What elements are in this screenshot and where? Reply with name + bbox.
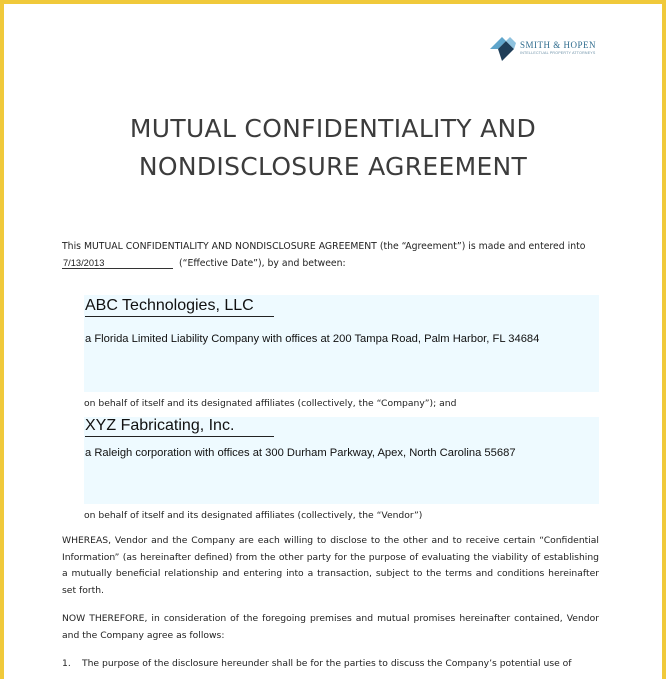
- company-description-field[interactable]: a Florida Limited Liability Company with offices at 200 Tampa Road, Palm Harbor, FL 34684: [85, 333, 540, 345]
- company-logo: [488, 33, 596, 63]
- logo-mark-icon: [488, 33, 518, 63]
- company-name-field[interactable]: ABC Technologies, LLC: [85, 297, 274, 317]
- logo-name: SMITH & HOPEN: [520, 39, 597, 50]
- effective-date-suffix: (“Effective Date”), by and between:: [179, 258, 346, 269]
- vendor-description-field[interactable]: a Raleigh corporation with offices at 300 Durham Parkway, Apex, North Carolina 55687: [85, 447, 516, 459]
- document-page: [4, 4, 662, 679]
- effective-date-line: [62, 258, 599, 269]
- title-line-2: NONDISCLOSURE AGREEMENT: [138, 152, 528, 181]
- list-item-number: 1.: [62, 658, 71, 669]
- list-item-1: [62, 656, 599, 673]
- effective-date-field[interactable]: 7/13/2013: [62, 258, 173, 269]
- vendor-name-field[interactable]: XYZ Fabricating, Inc.: [85, 417, 274, 437]
- title-line-1: MUTUAL CONFIDENTIALITY AND: [129, 114, 537, 143]
- vendor-behalf-text: on behalf of itself and its designated affiliates (collectively, the “Vendor”): [84, 510, 423, 521]
- now-therefore-paragraph: NOW THEREFORE, in consideration of the foregoing premises and mutual promises hereinafter contained, Vendor and the Company agree as follows:: [62, 613, 599, 641]
- whereas-paragraph: WHEREAS, Vendor and the Company are each willing to disclose to the other and to receive certain “Confidential Information” (as hereinafter defined) from the other party for the purpose of evaluating the viability of establishing a mutually beneficial relationship and entering into a transaction, subject to the terms and conditions hereinafter set forth.: [62, 535, 599, 596]
- company-behalf-text: on behalf of itself and its designated affiliates (collectively, the “Company”); and: [84, 398, 457, 409]
- logo-tagline: INTELLECTUAL PROPERTY ATTORNEYS: [520, 50, 596, 55]
- intro-text: This MUTUAL CONFIDENTIALITY AND NONDISCLOSURE AGREEMENT (the “Agreement”) is made and entered into: [62, 241, 586, 252]
- list-item-text: The purpose of the disclosure hereunder shall be for the parties to discuss the Company’s potential use of: [82, 658, 572, 669]
